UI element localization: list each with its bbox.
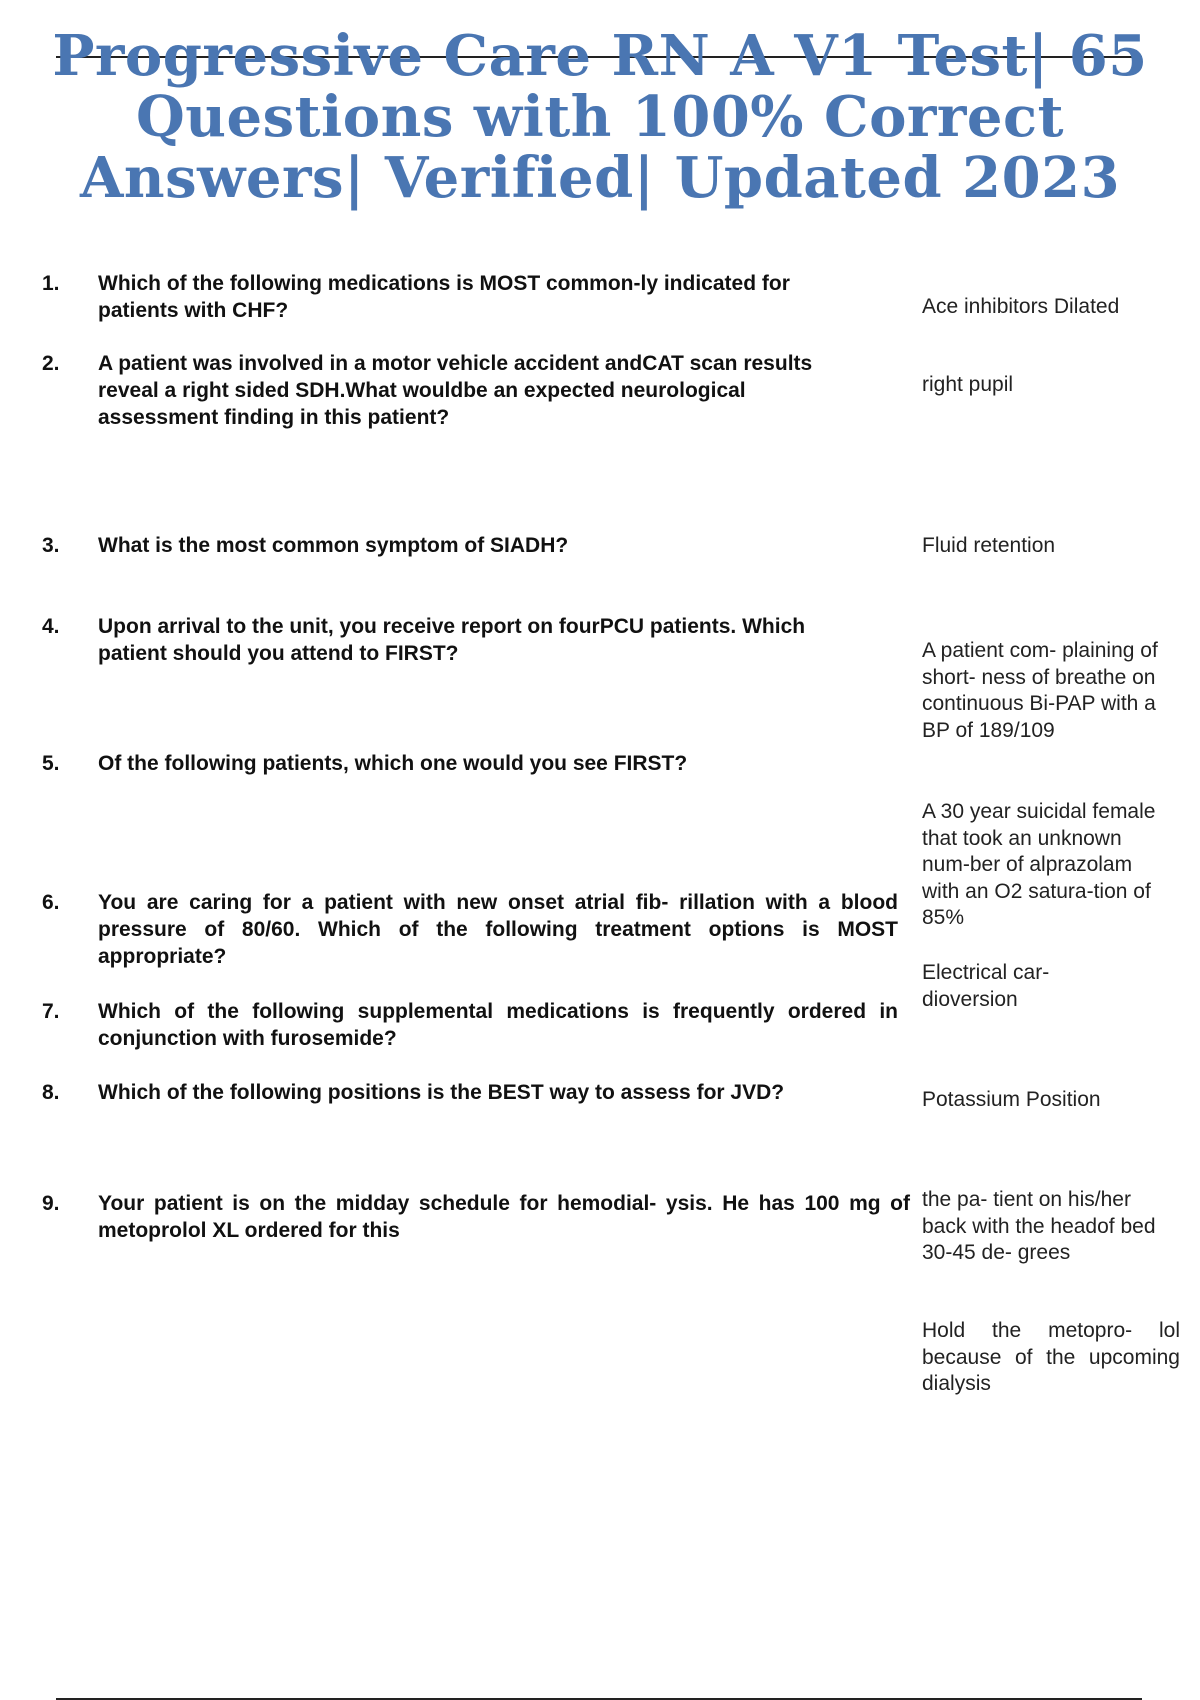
answer-text: A 30 year suicidal female that took an unknown num-ber of alprazolam with an O2 satura-tion of 85% [922,800,1156,929]
question-text: You are caring for a patient with new onset atrial fib- rillation with a blood pressure of 80/60. Which of the following treatment options is MOST appropriate? [98,891,898,968]
question-text: Which of the following supplemental medications is frequently ordered in conjunction with furosemide? [98,1000,898,1050]
question-text: What is the most common symptom of SIADH? [98,534,569,557]
document-title: Progressive Care RN A V1 Test| 65 Questions with 100% Correct Answers| Verified| Updated 2023 [52,23,1148,211]
question-text: Your patient is on the midday schedule for hemodial- ysis. He has 100 mg of metoprolol XL ordered for this [98,1192,910,1242]
answer-text: A patient com- plaining of short- ness of breathe on continuous Bi-PAP with a BP of 189/109 [922,639,1158,742]
answer-text: right pupil [922,373,1014,396]
question-text: Of the following patients, which one would you see FIRST? [98,752,688,775]
question-number: 5. [42,752,60,775]
question-number: 4. [42,615,60,638]
answer-text: Hold the metopro- lol because of the upcoming dialysis [922,1319,1180,1395]
answer-text: the pa- tient on his/her back with the headof bed 30-45 de- grees [922,1188,1156,1264]
question-text: Upon arrival to the unit, you receive report on fourPCU patients. Which patient should you attend to FIRST? [98,615,806,665]
question-number: 1. [42,272,60,295]
question-text: Which of the following medications is MOST common-ly indicated for patients with CHF? [98,272,790,322]
question-number: 6. [42,891,60,914]
question-text: A patient was involved in a motor vehicle accident andCAT scan results reveal a right sided SDH.What wouldbe an expected neurological assessment finding in this patient? [98,352,813,429]
answer-text: Fluid retention [922,534,1056,557]
question-number: 7. [42,1000,60,1023]
question-number: 2. [42,352,60,375]
question-text: Which of the following positions is the BEST way to assess for JVD? [98,1081,785,1104]
answer-text: Ace inhibitors Dilated [922,295,1120,318]
question-number: 8. [42,1081,60,1104]
question-number: 3. [42,534,60,557]
answer-text: Potassium Position [922,1088,1101,1111]
question-number: 9. [42,1192,60,1215]
answer-text: Electrical car- dioversion [922,961,1050,1011]
